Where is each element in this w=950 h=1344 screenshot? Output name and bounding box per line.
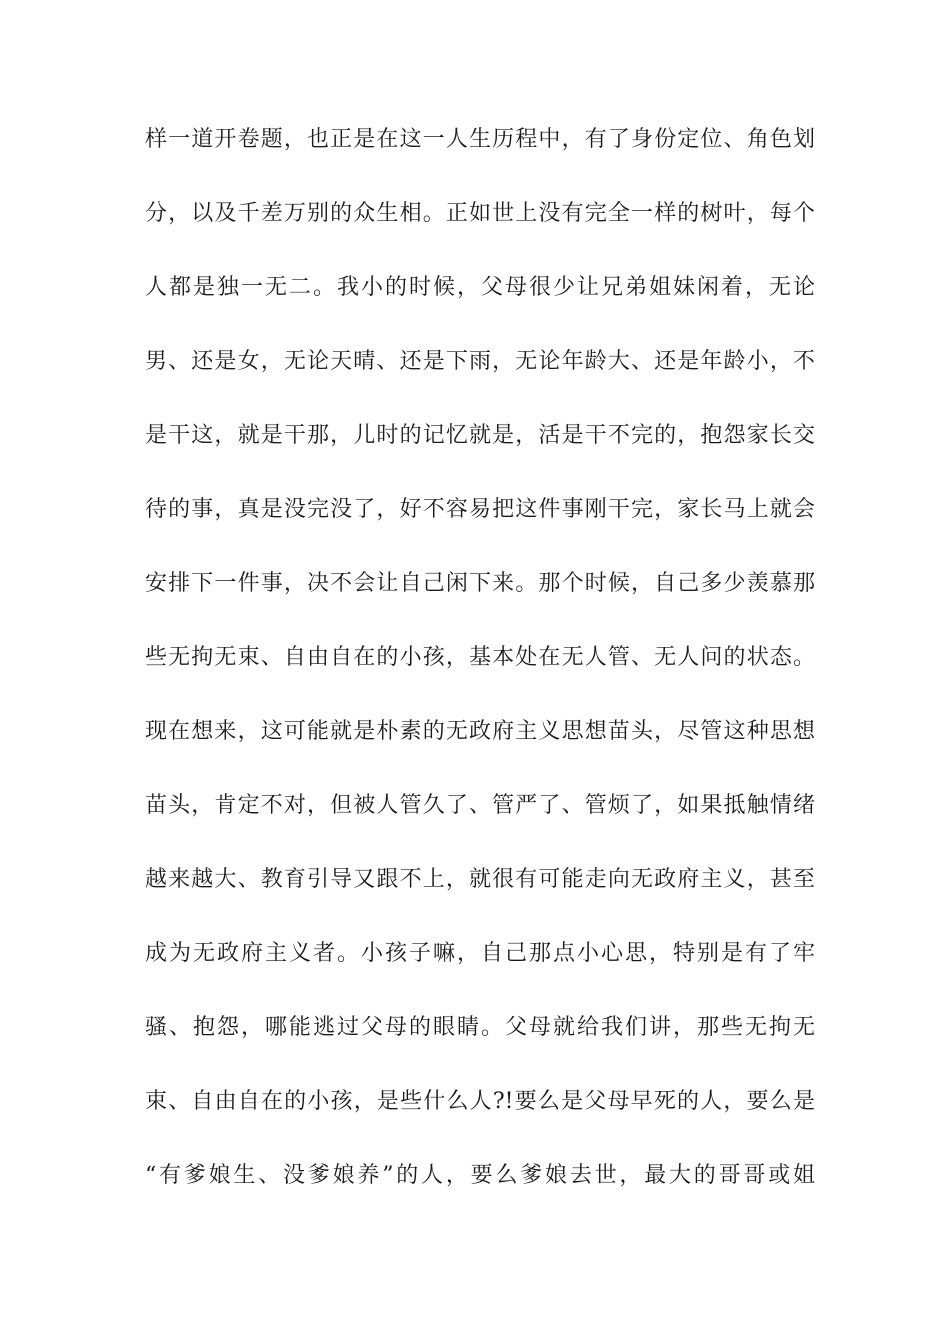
text-line-15: “有爹娘生、没爹娘养”的人，要么爹娘去世，最大的哥哥或姐	[145, 1163, 815, 1188]
text-line-8: 些无拘无束、自由自在的小孩，基本处在无人管、无人问的状态。	[145, 645, 815, 670]
text-line-5: 是干这，就是干那，儿时的记忆就是，活是干不完的，抱怨家长交	[145, 423, 815, 448]
text-line-1: 样一道开卷题，也正是在这一人生历程中，有了身份定位、角色划	[145, 127, 815, 152]
text-line-7: 安排下一件事，决不会让自己闲下来。那个时候，自己多少羡慕那	[145, 571, 815, 596]
text-line-9: 现在想来，这可能就是朴素的无政府主义思想苗头，尽管这种思想	[145, 719, 815, 744]
text-line-3: 人都是独一无二。我小的时候，父母很少让兄弟姐妹闲着，无论	[145, 275, 815, 300]
text-line-14: 束、自由自在的小孩，是些什么人?!要么是父母早死的人，要么是	[145, 1089, 815, 1114]
text-line-10: 苗头，肯定不对，但被人管久了、管严了、管烦了，如果抵触情绪	[145, 793, 815, 818]
text-line-11: 越来越大、教育引导又跟不上，就很有可能走向无政府主义，甚至	[145, 867, 815, 892]
body-text	[145, 118, 815, 1228]
text-line-12: 成为无政府主义者。小孩子嘛，自己那点小心思，特别是有了牢	[145, 941, 815, 966]
text-line-6: 待的事，真是没完没了，好不容易把这件事刚干完，家长马上就会	[145, 497, 815, 522]
text-line-4: 男、还是女，无论天晴、还是下雨，无论年龄大、还是年龄小，不	[145, 349, 815, 374]
text-line-13: 骚、抱怨，哪能逃过父母的眼睛。父母就给我们讲，那些无拘无	[145, 1015, 815, 1040]
text-line-2: 分，以及千差万别的众生相。正如世上没有完全一样的树叶，每个	[145, 201, 815, 226]
